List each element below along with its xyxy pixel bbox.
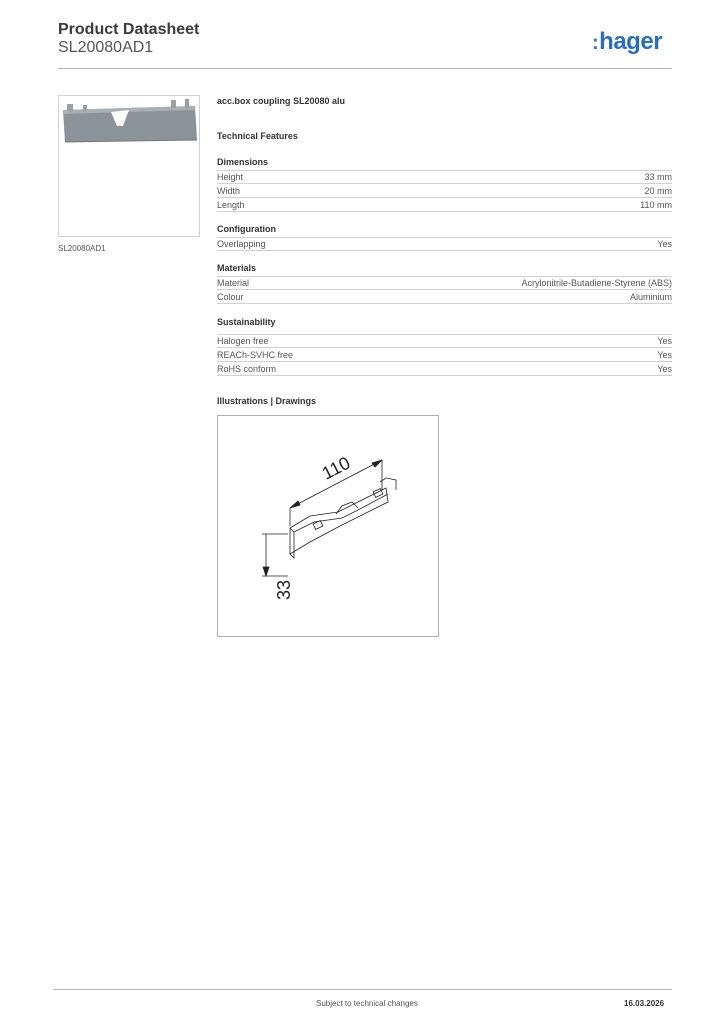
footer-date: 16.03.2026 [624,999,665,1008]
sustainability-section [217,317,672,376]
sustainability-heading: Sustainability [217,317,276,327]
footer-note: Subject to technical changes [316,999,418,1008]
product-name: acc.box coupling SL20080 alu [217,96,346,106]
spec-value: Acrylonitrile-Butadiene-Styrene (ABS) [521,278,672,288]
spec-row [217,276,672,290]
technical-features-heading: Technical Features [217,131,298,141]
spec-label: RoHS conform [217,364,277,374]
image-caption: SL20080AD1 [58,244,106,253]
spec-value: 20 mm [644,186,672,196]
illustrations-heading: Illustrations | Drawings [217,396,317,406]
spec-row [217,362,672,376]
spec-label: Width [217,186,241,196]
coupling-illustration-icon [59,96,199,236]
materials-heading: Materials [217,263,257,273]
spec-row [217,290,672,304]
materials-section [217,263,672,304]
hager-logo [592,28,662,56]
spec-value: 33 mm [644,172,672,182]
spec-value: Aluminium [629,292,672,302]
length-dimension-label: 110 [318,452,354,484]
spec-value: Yes [657,350,672,360]
header-divider [58,68,672,69]
dimensions-heading: Dimensions [217,157,269,167]
spec-value: Yes [657,239,672,249]
spec-row [217,237,672,251]
spec-row [217,170,672,184]
page-title: Product Datasheet [58,21,200,38]
spec-label: REACh-SVHC free [217,350,294,360]
footer-divider [53,989,672,990]
dimensions-section [217,157,672,212]
configuration-heading: Configuration [217,224,276,234]
spec-label: Height [217,172,244,182]
logo-dots-icon: : [592,32,599,54]
spec-value: Yes [657,336,672,346]
spec-row [217,348,672,362]
spec-label: Colour [217,292,244,302]
spec-row [217,184,672,198]
product-code: SL20080AD1 [58,39,154,56]
product-image [58,95,200,237]
spec-row [217,334,672,348]
spec-value: Yes [657,364,672,374]
configuration-section [217,224,672,251]
spec-value: 110 mm [640,200,672,210]
spec-label: Halogen free [217,336,269,346]
dimension-drawing-icon [218,416,438,636]
spec-label: Overlapping [217,239,266,249]
technical-drawing [217,415,439,637]
logo-text: hager [599,28,663,55]
height-dimension-label: 33 [274,579,294,600]
spec-row [217,198,672,212]
spec-label: Length [217,200,245,210]
spec-label: Material [217,278,250,288]
